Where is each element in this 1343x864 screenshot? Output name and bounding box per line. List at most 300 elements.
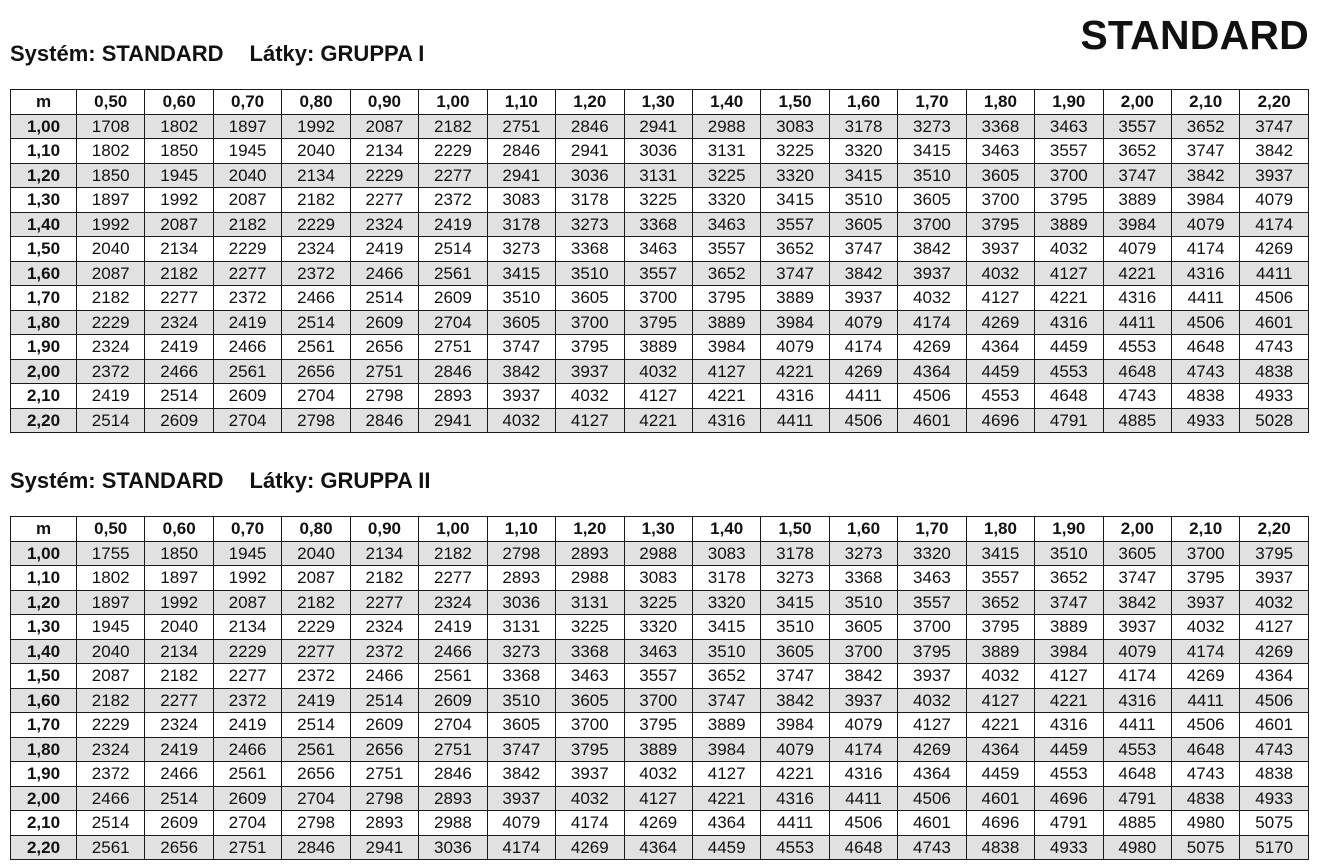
price-cell: 4933 (1035, 835, 1103, 860)
price-cell: 2514 (145, 786, 213, 811)
width-column-header: 1,70 (898, 90, 966, 115)
table-1-heading (10, 41, 424, 67)
price-cell: 2419 (213, 310, 281, 335)
price-cell: 1945 (213, 541, 281, 566)
price-cell: 4411 (1240, 261, 1309, 286)
price-cell: 2514 (282, 310, 350, 335)
table-row (11, 713, 1309, 738)
height-row-header: 1,30 (11, 615, 77, 640)
width-column-header: 1,10 (487, 517, 555, 542)
price-cell: 3652 (692, 261, 760, 286)
price-cell: 3842 (487, 359, 555, 384)
price-cell: 2846 (556, 114, 624, 139)
price-cell: 2324 (145, 310, 213, 335)
table-row (11, 541, 1309, 566)
price-cell: 2087 (145, 212, 213, 237)
price-cell: 3368 (624, 212, 692, 237)
price-cell: 4459 (1035, 335, 1103, 360)
price-cell: 2229 (350, 163, 418, 188)
price-cell: 3320 (898, 541, 966, 566)
price-cell: 1802 (77, 139, 145, 164)
price-cell: 2466 (77, 786, 145, 811)
price-cell: 3605 (966, 163, 1034, 188)
price-cell: 3178 (487, 212, 555, 237)
price-cell: 2277 (282, 639, 350, 664)
price-cell: 3131 (624, 163, 692, 188)
price-cell: 3747 (1035, 590, 1103, 615)
price-cell: 4079 (1103, 639, 1171, 664)
price-cell: 4553 (1103, 737, 1171, 762)
price-cell: 2751 (487, 114, 555, 139)
price-cell: 4032 (898, 286, 966, 311)
price-cell: 4933 (1240, 384, 1309, 409)
price-cell: 4459 (692, 835, 760, 860)
price-cell: 4032 (624, 359, 692, 384)
price-cell: 3889 (1103, 188, 1171, 213)
price-cell: 2134 (145, 237, 213, 262)
price-cell: 2182 (419, 114, 487, 139)
price-cell: 3557 (692, 237, 760, 262)
price-cell: 3984 (1172, 188, 1240, 213)
table-row (11, 237, 1309, 262)
price-cell: 2704 (419, 713, 487, 738)
price-cell: 3795 (898, 639, 966, 664)
price-cell: 4221 (1035, 688, 1103, 713)
price-cell: 4221 (624, 408, 692, 433)
width-column-header: 2,20 (1240, 90, 1309, 115)
price-cell: 2941 (419, 408, 487, 433)
price-cell: 2229 (282, 615, 350, 640)
price-cell: 3842 (829, 664, 897, 689)
price-cell: 3273 (556, 212, 624, 237)
width-column-header: 0,90 (350, 517, 418, 542)
price-cell: 3842 (1240, 139, 1309, 164)
height-row-header: 1,40 (11, 639, 77, 664)
price-cell: 4553 (1103, 335, 1171, 360)
price-cell: 3178 (761, 541, 829, 566)
price-cell: 3747 (829, 237, 897, 262)
price-cell: 3700 (624, 286, 692, 311)
price-cell: 4174 (1103, 664, 1171, 689)
price-cell: 2419 (145, 737, 213, 762)
price-cell: 2988 (692, 114, 760, 139)
price-cell: 3937 (966, 237, 1034, 262)
price-cell: 1708 (77, 114, 145, 139)
price-cell: 1850 (77, 163, 145, 188)
price-cell: 4032 (1240, 590, 1309, 615)
price-cell: 4032 (556, 384, 624, 409)
price-cell: 3889 (692, 310, 760, 335)
price-cell: 2988 (419, 811, 487, 836)
price-cell: 2324 (145, 713, 213, 738)
price-cell: 3795 (1240, 541, 1309, 566)
price-cell: 3984 (692, 737, 760, 762)
price-cell: 3889 (761, 286, 829, 311)
price-cell: 4127 (898, 713, 966, 738)
price-cell: 4032 (1035, 237, 1103, 262)
width-column-header: 1,20 (556, 517, 624, 542)
price-cell: 2419 (419, 212, 487, 237)
width-column-header: 2,10 (1172, 517, 1240, 542)
price-cell: 4364 (1240, 664, 1309, 689)
price-cell: 4221 (966, 713, 1034, 738)
price-cell: 3320 (692, 188, 760, 213)
price-cell: 4506 (829, 811, 897, 836)
price-cell: 4648 (1172, 335, 1240, 360)
price-cell: 2561 (77, 835, 145, 860)
price-cell: 2514 (145, 384, 213, 409)
price-cell: 5075 (1240, 811, 1309, 836)
height-row-header: 1,60 (11, 261, 77, 286)
price-cell: 2182 (419, 541, 487, 566)
price-cell: 3510 (761, 615, 829, 640)
price-cell: 2040 (282, 541, 350, 566)
price-cell: 3510 (556, 261, 624, 286)
price-cell: 3937 (898, 261, 966, 286)
price-cell: 3415 (966, 541, 1034, 566)
price-cell: 2656 (145, 835, 213, 860)
price-cell: 1897 (77, 188, 145, 213)
price-cell: 3747 (761, 664, 829, 689)
price-cell: 3415 (761, 590, 829, 615)
price-cell: 3984 (761, 713, 829, 738)
table-row (11, 212, 1309, 237)
width-column-header: 2,10 (1172, 90, 1240, 115)
price-cell: 4791 (1103, 786, 1171, 811)
height-row-header: 1,30 (11, 188, 77, 213)
table-row (11, 615, 1309, 640)
price-cell: 3273 (487, 237, 555, 262)
price-cell: 2751 (419, 335, 487, 360)
price-cell: 2656 (282, 359, 350, 384)
price-cell: 2324 (350, 615, 418, 640)
price-cell: 1897 (77, 590, 145, 615)
price-cell: 3510 (898, 163, 966, 188)
price-cell: 2514 (350, 286, 418, 311)
price-cell: 2466 (350, 664, 418, 689)
price-cell: 2609 (145, 408, 213, 433)
price-cell: 3605 (761, 639, 829, 664)
price-cell: 4032 (966, 664, 1034, 689)
width-column-header: 1,10 (487, 90, 555, 115)
price-cell: 2277 (145, 286, 213, 311)
price-cell: 4174 (1172, 237, 1240, 262)
price-cell: 3320 (829, 139, 897, 164)
price-cell: 2040 (213, 163, 281, 188)
price-cell: 3557 (898, 590, 966, 615)
system-label: Systém: STANDARD (10, 41, 224, 66)
price-cell: 4506 (898, 384, 966, 409)
price-cell: 4553 (761, 835, 829, 860)
price-cell: 2704 (282, 384, 350, 409)
price-cell: 3842 (1103, 590, 1171, 615)
price-cell: 3605 (487, 713, 555, 738)
price-cell: 3652 (1035, 566, 1103, 591)
price-cell: 2087 (77, 664, 145, 689)
price-cell: 2182 (350, 566, 418, 591)
width-column-header: 1,00 (419, 517, 487, 542)
price-cell: 2466 (213, 335, 281, 360)
price-cell: 3984 (1103, 212, 1171, 237)
price-cell: 2798 (350, 384, 418, 409)
price-cell: 4648 (1172, 737, 1240, 762)
price-cell: 3747 (1103, 163, 1171, 188)
price-cell: 2134 (282, 163, 350, 188)
width-column-header: 0,50 (77, 90, 145, 115)
price-cell: 2182 (145, 261, 213, 286)
price-cell: 3510 (692, 639, 760, 664)
height-row-header: 1,70 (11, 713, 77, 738)
width-column-header: 1,20 (556, 90, 624, 115)
price-cell: 2941 (487, 163, 555, 188)
price-cell: 4269 (829, 359, 897, 384)
price-cell: 4506 (898, 786, 966, 811)
price-cell: 4269 (556, 835, 624, 860)
price-cell: 1992 (145, 590, 213, 615)
price-cell: 3605 (487, 310, 555, 335)
table-row (11, 590, 1309, 615)
price-cell: 4838 (1172, 384, 1240, 409)
price-cell: 2846 (419, 359, 487, 384)
price-cell: 3700 (966, 188, 1034, 213)
price-cell: 2988 (624, 541, 692, 566)
price-cell: 5075 (1172, 835, 1240, 860)
price-cell: 3368 (966, 114, 1034, 139)
price-cell: 2798 (487, 541, 555, 566)
price-cell: 4601 (966, 786, 1034, 811)
price-cell: 4506 (1240, 286, 1309, 311)
price-cell: 2466 (145, 359, 213, 384)
price-cell: 4506 (1172, 310, 1240, 335)
price-cell: 4221 (692, 786, 760, 811)
price-cell: 3795 (556, 737, 624, 762)
price-cell: 4553 (966, 384, 1034, 409)
width-column-header: 0,70 (213, 517, 281, 542)
price-cell: 3178 (556, 188, 624, 213)
price-cell: 2324 (282, 237, 350, 262)
price-cell: 4269 (1240, 639, 1309, 664)
price-cell: 3273 (898, 114, 966, 139)
price-cell: 2324 (77, 335, 145, 360)
price-cell: 4316 (761, 384, 829, 409)
price-cell: 3557 (624, 664, 692, 689)
price-cell: 4127 (692, 762, 760, 787)
price-cell: 2514 (77, 811, 145, 836)
price-cell: 2988 (556, 566, 624, 591)
price-cell: 2040 (145, 615, 213, 640)
price-cell: 3795 (966, 615, 1034, 640)
price-cell: 5170 (1240, 835, 1309, 860)
price-cell: 2419 (350, 237, 418, 262)
price-cell: 4032 (487, 408, 555, 433)
price-cell: 3652 (761, 237, 829, 262)
price-cell: 2277 (419, 566, 487, 591)
price-cell: 3937 (829, 286, 897, 311)
width-column-header: 1,40 (692, 90, 760, 115)
height-row-header: 2,10 (11, 811, 77, 836)
price-cell: 4316 (1103, 688, 1171, 713)
price-cell: 2277 (145, 688, 213, 713)
price-cell: 2751 (350, 762, 418, 787)
price-cell: 2514 (282, 713, 350, 738)
price-cell: 2324 (350, 212, 418, 237)
price-cell: 3557 (624, 261, 692, 286)
price-cell: 2372 (213, 688, 281, 713)
price-cell: 3889 (692, 713, 760, 738)
price-cell: 4364 (966, 335, 1034, 360)
price-cell: 2134 (350, 139, 418, 164)
height-row-header: 1,20 (11, 590, 77, 615)
price-cell: 3842 (1172, 163, 1240, 188)
table-row (11, 566, 1309, 591)
price-cell: 2182 (77, 286, 145, 311)
price-cell: 3937 (556, 762, 624, 787)
price-cell: 2087 (350, 114, 418, 139)
price-cell: 4648 (829, 835, 897, 860)
price-cell: 3415 (829, 163, 897, 188)
height-row-header: 1,70 (11, 286, 77, 311)
table-row (11, 737, 1309, 762)
price-cell: 3889 (966, 639, 1034, 664)
price-cell: 2182 (77, 688, 145, 713)
price-cell: 3937 (1240, 163, 1309, 188)
price-cell: 2182 (145, 664, 213, 689)
price-cell: 2846 (350, 408, 418, 433)
price-cell: 2751 (419, 737, 487, 762)
table-row (11, 811, 1309, 836)
price-cell: 4174 (829, 335, 897, 360)
price-cell: 2609 (350, 713, 418, 738)
price-cell: 2893 (419, 786, 487, 811)
height-row-header: 1,10 (11, 139, 77, 164)
price-cell: 3842 (487, 762, 555, 787)
table-row (11, 786, 1309, 811)
price-cell: 2561 (282, 737, 350, 762)
price-cell: 4221 (692, 384, 760, 409)
width-column-header: 2,00 (1103, 517, 1171, 542)
price-cell: 2941 (350, 835, 418, 860)
price-cell: 4885 (1103, 811, 1171, 836)
price-cell: 4601 (1240, 713, 1309, 738)
width-column-header: 0,70 (213, 90, 281, 115)
price-cell: 4601 (898, 811, 966, 836)
width-column-header: 2,20 (1240, 517, 1309, 542)
table-row (11, 639, 1309, 664)
price-cell: 4364 (898, 762, 966, 787)
price-cell: 4885 (1103, 408, 1171, 433)
price-cell: 3605 (829, 212, 897, 237)
price-cell: 4174 (1172, 639, 1240, 664)
price-cell: 4743 (1103, 384, 1171, 409)
price-cell: 4269 (1172, 664, 1240, 689)
price-cell: 2609 (419, 688, 487, 713)
price-cell: 3795 (624, 310, 692, 335)
price-cell: 4648 (1103, 359, 1171, 384)
price-table-gruppa-1 (10, 89, 1309, 433)
table-row (11, 310, 1309, 335)
price-cell: 4269 (898, 335, 966, 360)
price-cell: 4791 (1035, 811, 1103, 836)
price-cell: 4269 (1240, 237, 1309, 262)
price-cell: 4221 (761, 359, 829, 384)
price-cell: 2324 (77, 737, 145, 762)
table-2-heading (10, 468, 430, 494)
price-cell: 3131 (692, 139, 760, 164)
price-cell: 2372 (77, 359, 145, 384)
price-cell: 3557 (966, 566, 1034, 591)
price-cell: 3463 (966, 139, 1034, 164)
price-cell: 3510 (829, 188, 897, 213)
price-cell: 2229 (77, 310, 145, 335)
price-cell: 3083 (624, 566, 692, 591)
price-cell: 3937 (487, 384, 555, 409)
height-row-header: 1,80 (11, 310, 77, 335)
price-cell: 3984 (692, 335, 760, 360)
price-cell: 3178 (829, 114, 897, 139)
price-cell: 2561 (419, 261, 487, 286)
price-cell: 2846 (419, 762, 487, 787)
price-cell: 3415 (487, 261, 555, 286)
width-column-header: 1,50 (761, 90, 829, 115)
price-cell: 4316 (1035, 310, 1103, 335)
price-cell: 2561 (282, 335, 350, 360)
price-cell: 4743 (1172, 359, 1240, 384)
price-cell: 2419 (419, 615, 487, 640)
price-cell: 1945 (213, 139, 281, 164)
price-cell: 1992 (213, 566, 281, 591)
price-cell: 4221 (761, 762, 829, 787)
price-cell: 3178 (692, 566, 760, 591)
price-cell: 3368 (829, 566, 897, 591)
price-cell: 3889 (1035, 212, 1103, 237)
price-cell: 3984 (761, 310, 829, 335)
price-cell: 3795 (1172, 566, 1240, 591)
price-cell: 3415 (692, 615, 760, 640)
price-cell: 2514 (77, 408, 145, 433)
price-cell: 4127 (692, 359, 760, 384)
price-cell: 2372 (77, 762, 145, 787)
price-cell: 2656 (350, 335, 418, 360)
price-cell: 1850 (145, 541, 213, 566)
price-cell: 4127 (1035, 664, 1103, 689)
price-cell: 4933 (1240, 786, 1309, 811)
price-cell: 2277 (213, 261, 281, 286)
price-cell: 3131 (487, 615, 555, 640)
price-cell: 2134 (145, 639, 213, 664)
price-cell: 1992 (77, 212, 145, 237)
price-cell: 3747 (692, 688, 760, 713)
price-cell: 4079 (1172, 212, 1240, 237)
table-row (11, 835, 1309, 860)
price-cell: 2798 (282, 408, 350, 433)
price-cell: 2229 (77, 713, 145, 738)
price-cell: 3463 (624, 237, 692, 262)
price-cell: 1945 (145, 163, 213, 188)
price-cell: 4174 (1240, 212, 1309, 237)
price-cell: 4980 (1103, 835, 1171, 860)
price-cell: 4506 (829, 408, 897, 433)
price-cell: 4127 (624, 786, 692, 811)
price-cell: 2466 (419, 639, 487, 664)
price-cell: 3700 (829, 639, 897, 664)
fabric-group-label: Látky: GRUPPA II (249, 468, 431, 493)
table-row (11, 261, 1309, 286)
price-cell: 2751 (213, 835, 281, 860)
price-cell: 3937 (829, 688, 897, 713)
price-cell: 1945 (77, 615, 145, 640)
price-cell: 3557 (1103, 114, 1171, 139)
price-cell: 4316 (761, 786, 829, 811)
